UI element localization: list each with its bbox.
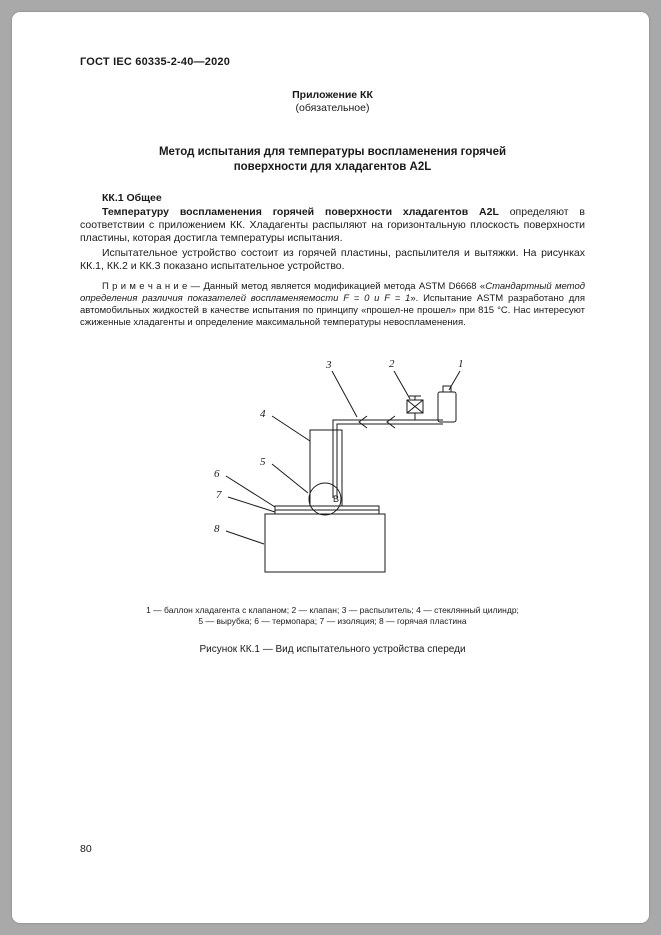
paragraph-2: Испытательное устройство состоит из горячей пластины, распылителя и вытяжки. На рисунках КК.1, КК.2 и КК.3 показано испытательное устройство. [80, 247, 585, 272]
note-paragraph [80, 281, 585, 329]
paragraph-1 [80, 206, 585, 245]
figure-diagram [195, 350, 495, 590]
figure-caption: Рисунок КК.1 — Вид испытательного устройства спереди [199, 644, 466, 655]
flow-arrows [359, 416, 395, 428]
thermocouple-layer [275, 506, 379, 510]
callout-8-label: 8 [214, 523, 220, 535]
refrigerant-canister [438, 386, 456, 422]
annex-title: Приложение КК [292, 89, 373, 101]
paragraph-1-rest: определяют в соответствии с приложением КК. Хладагенты распыляют на горизонтальную плоскость поверхности пластины, которая достигла температуры испытания. [80, 206, 585, 244]
callout-4-label: 4 [260, 408, 266, 420]
callout-2-label: 2 [389, 358, 395, 370]
doc-title-line2: поверхности для хладагентов A2L [233, 161, 432, 173]
note-text-before: — Данный метод является модификацией метода ASTM D6668 « [187, 281, 486, 292]
callout-1-label: 1 [458, 358, 464, 370]
insulation-layer [275, 510, 379, 514]
doc-title [80, 145, 585, 175]
doc-title-line1: Метод испытания для температуры воспламенения горячей [158, 146, 507, 158]
doc-header: ГОСТ IEC 60335-2-40—2020 [80, 56, 231, 68]
callout-7-label: 7 [216, 489, 222, 501]
hot-plate [265, 514, 385, 572]
callout-5-label: 5 [260, 456, 266, 468]
valve [407, 396, 423, 420]
pipe [333, 420, 443, 498]
note-quoted-title: Стандартный метод определения различия показателей воспламеняемости F = 0 и F = 1 [80, 281, 585, 304]
page-number: 80 [80, 843, 92, 855]
section-heading: КК.1 Общее [102, 192, 162, 204]
note-label: П р и м е ч а н и е [102, 281, 188, 292]
paragraph-1-lead: Температуру воспламенения горячей поверхности хладагентов A2L [102, 206, 499, 218]
point-b-label: В [333, 494, 340, 504]
note-text-after: ». Испытание ASTM разработано для автомобильных жидкостей в качестве испытания по принципу «прошел-не прошел» при 815 °С. Нас интересуют сжиженные хладагенты и определение максимальной температуры невоспламенения. [80, 293, 585, 328]
legend-line-1: 1 — баллон хладагента с клапаном; 2 — клапан; 3 — распылитель; 4 — стеклянный цилиндр; [146, 605, 519, 615]
annex-subtitle: (обязательное) [295, 102, 370, 114]
figure-legend [80, 605, 585, 627]
callout-3-label: 3 [326, 359, 332, 371]
annex-block [80, 89, 585, 115]
legend-line-2: 5 — вырубка; 6 — термопара; 7 — изоляция; 8 — горячая пластина [198, 616, 467, 626]
callout-6-label: 6 [214, 468, 220, 480]
document-page [12, 12, 649, 923]
